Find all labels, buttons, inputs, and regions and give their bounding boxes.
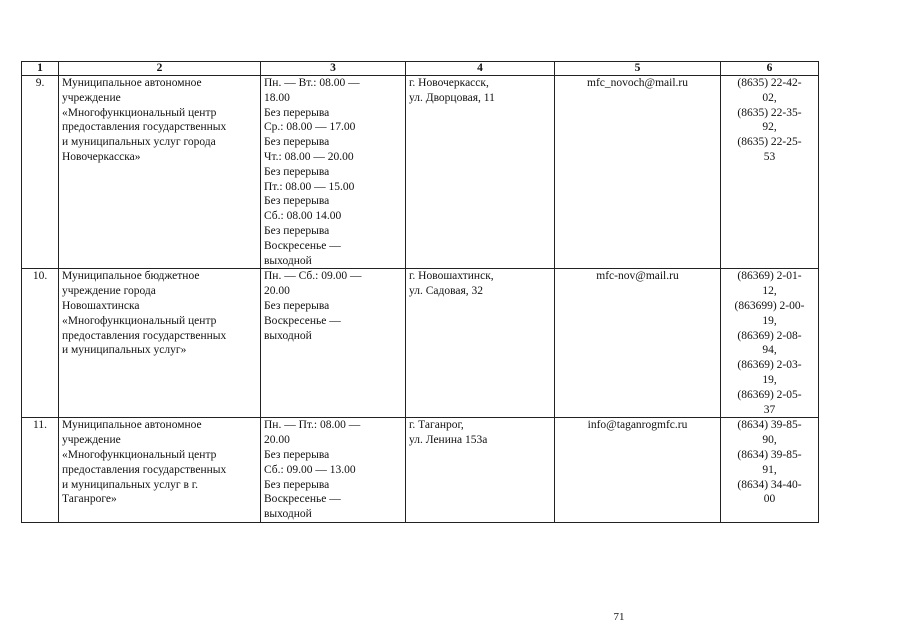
work-schedule [261,269,406,418]
email: mfc-nov@mail.ru [555,269,721,418]
header-row [22,62,819,76]
phone-line: (863699) 2-00- [734,299,805,312]
schedule-line: Чт.: 08.00 — 20.00 [264,150,354,163]
organization-name-line: Муниципальное автономное [62,419,202,432]
schedule-line: Пн. — Сб.: 09.00 — [264,270,362,283]
phone-line: (8634) 34-40- [737,478,802,491]
organization-name-line: Таганроге» [62,493,117,506]
header-col-4: 4 [406,62,555,76]
organization-name [59,76,261,269]
schedule-line: Без перерыва [264,165,330,178]
schedule-line: Ср.: 08.00 — 17.00 [264,121,356,134]
phone-line: 53 [763,150,776,163]
phone-line: (8634) 39-85- [737,419,802,432]
schedule-line: Без перерыва [264,195,330,208]
header-col-6: 6 [721,62,819,76]
header-col-1: 1 [22,62,59,76]
table-row [22,76,819,269]
organization-name-line: учреждение города [62,285,156,298]
page-number: 71 [613,611,625,623]
phone-line: 91, [762,463,777,476]
row-number: 9. [22,76,59,269]
row-number: 11. [22,418,59,523]
address-line: ул. Дворцовая, 11 [409,91,495,104]
phone-line: 19, [762,373,777,386]
organization-name-line: учреждение [62,434,121,447]
phones [721,76,819,269]
header-col-3: 3 [261,62,406,76]
phone-line: 19, [762,314,777,327]
organization-name-line: и муниципальных услуг» [62,344,187,357]
phone-line: 94, [762,344,777,357]
address-line: ул. Ленина 153а [409,434,488,447]
schedule-line: Пт.: 08.00 — 15.00 [264,180,355,193]
table-row [22,269,819,418]
schedule-line: выходной [264,508,312,521]
phone-line: (86369) 2-03- [737,359,802,372]
row-number: 10. [22,269,59,418]
organization-name-line: «Многофункциональный центр [62,106,217,119]
phone-line: 37 [763,403,776,416]
phones [721,269,819,418]
address [406,269,555,418]
organization-name-line: Муниципальное бюджетное [62,270,200,283]
organization-name-line: предоставления государственных [62,121,227,134]
organization-name-line: Новочеркасска» [62,150,141,163]
phone-line: (8635) 22-42- [737,77,802,89]
schedule-line: выходной [264,329,312,342]
email: mfc_novoch@mail.ru [555,76,721,269]
schedule-line: Без перерыва [264,136,330,149]
phone-line: (86369) 2-01- [737,270,802,283]
organization-name-line: учреждение [62,91,121,104]
address-line: г. Таганрог, [409,419,464,432]
phone-line: (8635) 22-25- [737,136,802,149]
organization-name-line: и муниципальных услуг города [62,136,216,149]
schedule-line: Воскресенье — [264,239,341,252]
schedule-line: Без перерыва [264,448,330,461]
schedule-line: Без перерыва [264,478,330,491]
email: info@taganrogmfc.ru [555,418,721,523]
schedule-line: Пн. — Вт.: 08.00 — [264,77,360,89]
phone-line: (86369) 2-05- [737,388,802,401]
work-schedule [261,418,406,523]
address [406,76,555,269]
phone-line: (8635) 22-35- [737,106,802,119]
header-col-2: 2 [59,62,261,76]
schedule-line: Пн. — Пт.: 08.00 — [264,419,361,432]
phone-line: (86369) 2-08- [737,329,802,342]
address-line: г. Новошахтинск, [409,270,494,283]
address-line: ул. Садовая, 32 [409,285,484,298]
organization-name-line: и муниципальных услуг в г. [62,478,199,491]
schedule-line: 20.00 [264,434,290,447]
organization-name-line: предоставления государственных [62,329,227,342]
mfc-table [21,61,819,523]
phone-line: 02, [762,91,777,104]
header-col-5: 5 [555,62,721,76]
address [406,418,555,523]
schedule-line: выходной [264,254,312,267]
organization-name-line: предоставления государственных [62,463,227,476]
organization-name [59,418,261,523]
work-schedule [261,76,406,269]
organization-name [59,269,261,418]
schedule-line: Воскресенье — [264,314,341,327]
phone-line: 92, [762,121,777,134]
schedule-line: Сб.: 08.00 14.00 [264,210,342,223]
phone-line: 00 [763,493,776,506]
schedule-line: 20.00 [264,285,290,298]
schedule-line: 18.00 [264,91,290,104]
organization-name-line: Новошахтинска [62,299,140,312]
organization-name-line: «Многофункциональный центр [62,314,217,327]
phone-line: (8634) 39-85- [737,448,802,461]
schedule-line: Без перерыва [264,299,330,312]
phones [721,418,819,523]
organization-name-line: Муниципальное автономное [62,77,202,89]
schedule-line: Воскресенье — [264,493,341,506]
address-line: г. Новочеркасск, [409,77,489,89]
organization-name-line: «Многофункциональный центр [62,448,217,461]
schedule-line: Сб.: 09.00 — 13.00 [264,463,356,476]
schedule-line: Без перерыва [264,106,330,119]
phone-line: 90, [762,434,777,447]
schedule-line: Без перерыва [264,224,330,237]
table-row [22,418,819,523]
phone-line: 12, [762,285,777,298]
